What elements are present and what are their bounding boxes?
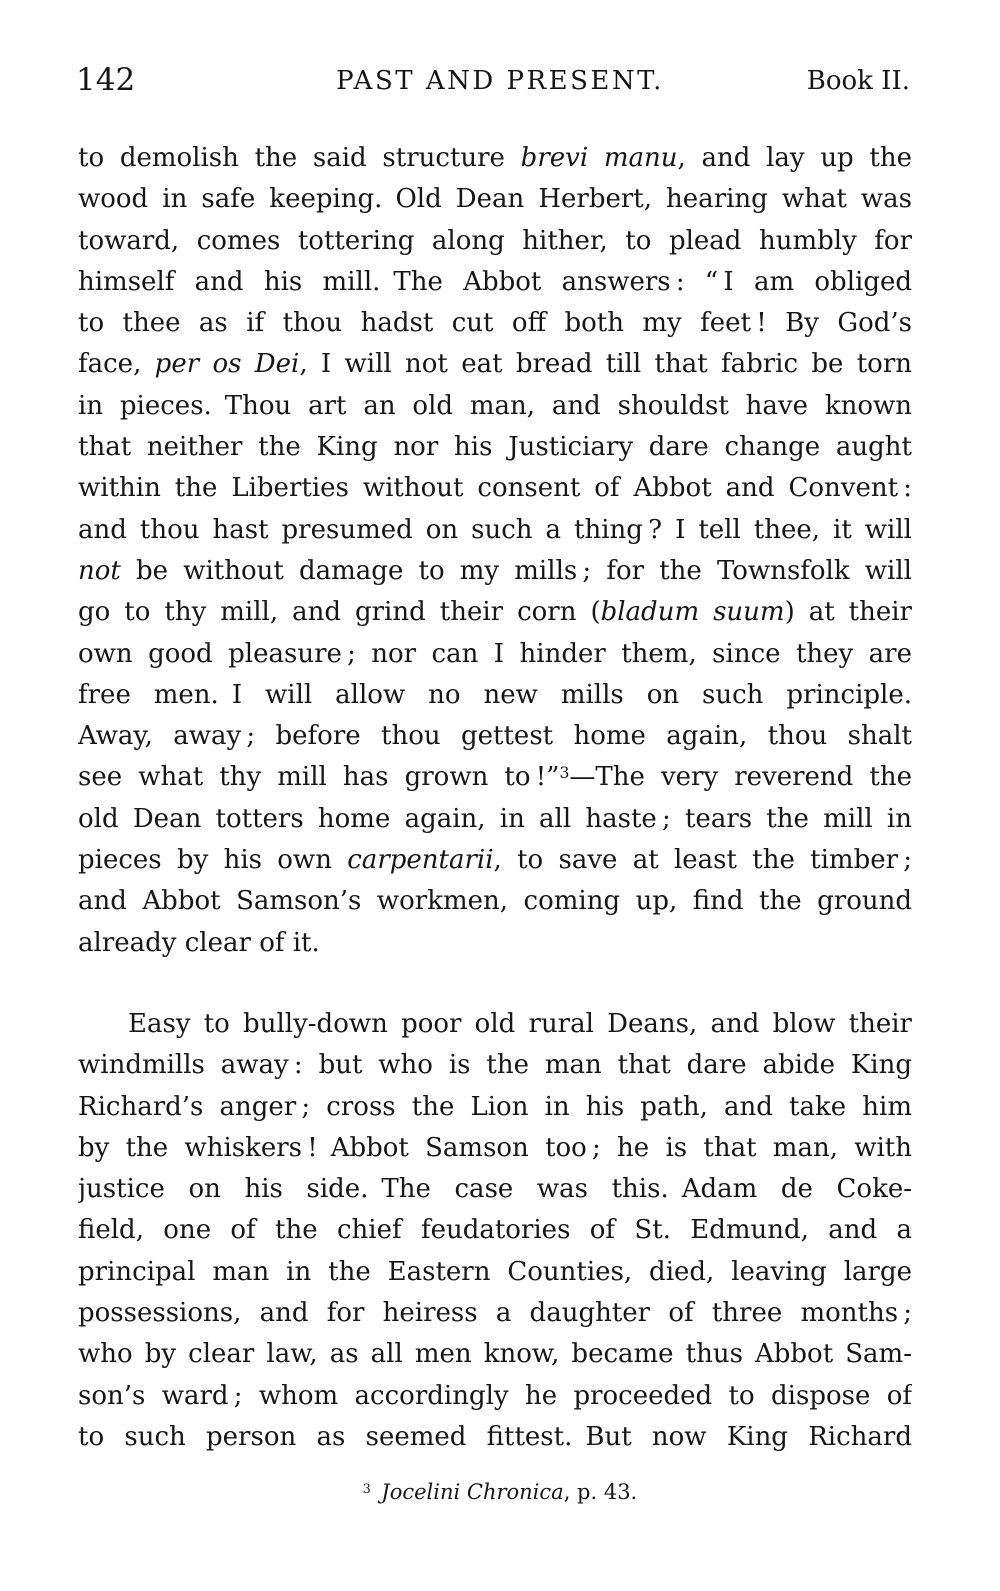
- text-line: Away, away ; before thou gettest home again, thou shalt: [78, 721, 912, 752]
- text-line: Easy to bully-down poor old rural Deans, and blow their: [128, 1008, 912, 1039]
- text-line: to thee as if thou hadst cut off both my feet ! By God’s: [78, 308, 912, 339]
- text-line: windmills away : but who is the man that dare abide King: [78, 1050, 912, 1081]
- text-line: own good pleasure ; nor can I hinder them, since they are: [78, 638, 912, 669]
- text-line: see what thy mill has grown to !”$^3$—The very reverend the: [78, 762, 912, 793]
- text-line: within the Liberties without consent of Abbot and Convent :: [78, 473, 912, 504]
- text-line: to such person as seemed fittest. But now King Richard: [78, 1421, 912, 1452]
- running-title: PAST AND PRESENT.: [336, 66, 664, 96]
- text-line: to demolish the said structure brevi manu, and lay up the: [78, 143, 912, 173]
- footnote: $^3$ Jocelini Chronica, p. 43.: [362, 1480, 638, 1504]
- text-line: Richard’s anger ; cross the Lion in his path, and take him: [78, 1091, 912, 1122]
- page-header: [0, 0, 1000, 120]
- text-line: face, per os Dei, I will not eat bread till that fabric be torn: [78, 349, 912, 380]
- text-line: who by clear law, as all men know, became thus Abbot Sam-: [78, 1339, 912, 1370]
- text-line: and thou hast presumed on such a thing ? I tell thee, it will: [78, 514, 912, 545]
- page-number: 142: [76, 62, 136, 98]
- text-line: justice on his side. The case was this. Adam de Coke-: [78, 1174, 912, 1205]
- text-line: by the whiskers ! Abbot Samson too ; he is that man, with: [78, 1132, 912, 1163]
- book-label: Book II.: [806, 66, 910, 96]
- text-line: toward, comes tottering along hither, to plead humbly for: [78, 225, 912, 256]
- text-line: possessions, and for heiress a daughter of three months ;: [78, 1298, 912, 1329]
- text-line: not be without damage to my mills ; for the Townsfolk will: [78, 555, 912, 586]
- text-line: already clear of it.: [78, 927, 320, 958]
- text-line: field, one of the chief feudatories of St. Edmund, and a: [78, 1215, 912, 1246]
- paragraph: [78, 1004, 912, 1458]
- text-line: free men. I will allow no new mills on such principle.: [78, 679, 912, 710]
- text-line: pieces by his own carpentarii, to save at least the timber ;: [78, 845, 912, 876]
- text-line: old Dean totters home again, in all haste ; tears the mill in: [78, 803, 912, 834]
- body-text: [78, 138, 912, 1458]
- text-line: wood in safe keeping. Old Dean Herbert, hearing what was: [78, 184, 912, 215]
- text-line: that neither the King nor his Justiciary dare change aught: [78, 432, 912, 463]
- text-line: and Abbot Samson’s workmen, coming up, find the ground: [78, 886, 912, 917]
- text-line: himself and his mill. The Abbot answers : “ I am obliged: [78, 266, 912, 297]
- paragraph: [78, 138, 912, 964]
- text-line: go to thy mill, and grind their corn (bladum suum) at their: [78, 597, 912, 628]
- text-line: son’s ward ; whom accordingly he proceeded to dispose of: [78, 1380, 912, 1411]
- text-line: principal man in the Eastern Counties, died, leaving large: [78, 1256, 912, 1287]
- text-line: in pieces. Thou art an old man, and shouldst have known: [78, 390, 912, 421]
